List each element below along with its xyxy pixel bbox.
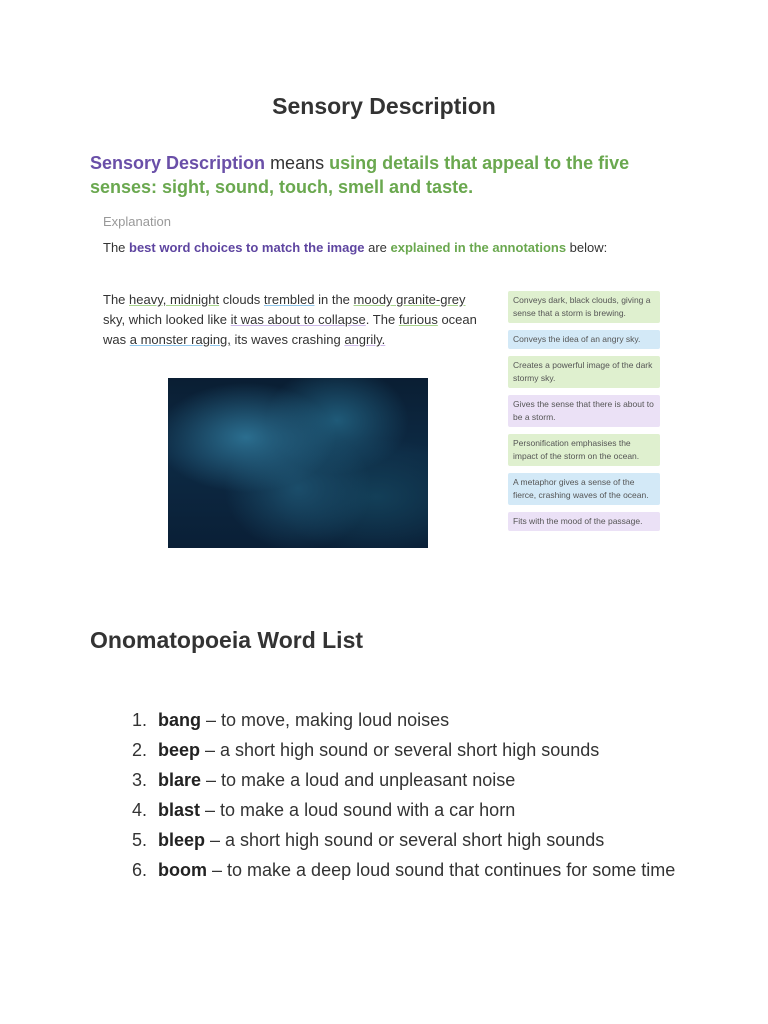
- list-item-number: 4.: [132, 800, 148, 820]
- list-item-word: boom: [158, 860, 207, 880]
- passage-text: clouds: [219, 292, 264, 307]
- word-list-heading: Onomatopoeia Word List: [90, 627, 364, 653]
- list-item: [132, 799, 678, 822]
- annotation-note: Conveys dark, black clouds, giving a sense that a storm is brewing.: [508, 291, 660, 323]
- list-item-word: bang: [158, 710, 201, 730]
- page-title: Sensory Description: [272, 93, 496, 119]
- list-item-definition: – to make a loud sound with a car horn: [200, 800, 516, 820]
- highlighted-phrase: angrily.: [344, 332, 386, 347]
- list-item: [132, 739, 678, 762]
- list-item: [132, 709, 678, 732]
- highlighted-phrase: a monster raging,: [129, 332, 231, 347]
- list-item: [132, 829, 678, 852]
- passage-text: sky, which looked like: [103, 312, 231, 327]
- explanation-highlight-annotations: explained in the annotations: [390, 240, 567, 255]
- passage-text: in the: [314, 292, 354, 307]
- list-item-word: beep: [158, 740, 201, 760]
- list-item: [132, 859, 678, 882]
- annotation-note: Personification emphasises the impact of the storm on the ocean.: [508, 434, 660, 466]
- highlighted-phrase: it was about to collapse: [230, 312, 366, 327]
- onomatopoeia-word-list: [132, 709, 678, 889]
- highlighted-phrase: heavy, midnight: [129, 292, 220, 307]
- annotation-note: Gives the sense that there is about to be a storm.: [508, 395, 660, 427]
- list-item-number: 1.: [132, 710, 148, 730]
- list-item-definition: – a short high sound or several short high sounds: [205, 830, 605, 850]
- list-item-word: bleep: [158, 830, 206, 850]
- passage-text: ocean was: [103, 312, 477, 347]
- annotation-note: Fits with the mood of the passage.: [508, 512, 660, 531]
- list-item-number: 5.: [132, 830, 148, 850]
- intro-paragraph: [90, 151, 690, 199]
- storm-clouds-image: [168, 378, 428, 548]
- explanation-highlight-word-choices: best word choices to match the image: [129, 240, 365, 255]
- annotation-note: A metaphor gives a sense of the fierce, crashing waves of the ocean.: [508, 473, 660, 505]
- annotations-panel: [508, 291, 660, 538]
- list-item-definition: – to move, making loud noises: [201, 710, 450, 730]
- intro-definition: using details that appeal to the five senses: sight, sound, touch, smell and taste.: [90, 153, 630, 197]
- list-item-definition: – to make a deep loud sound that continues for some time: [207, 860, 676, 880]
- annotation-note: Conveys the idea of an angry sky.: [508, 330, 660, 349]
- list-item-word: blast: [158, 800, 201, 820]
- explanation-mid: are: [364, 240, 391, 255]
- list-item-definition: – to make a loud and unpleasant noise: [201, 770, 516, 790]
- list-item-word: blare: [158, 770, 202, 790]
- list-item-number: 3.: [132, 770, 148, 790]
- example-passage: [103, 290, 488, 350]
- intro-term: Sensory Description: [90, 153, 266, 173]
- passage-text: . The: [365, 312, 399, 327]
- list-item-number: 2.: [132, 740, 148, 760]
- intro-connector: means: [265, 153, 330, 173]
- explanation-prefix: The: [103, 240, 130, 255]
- list-item-number: 6.: [132, 860, 148, 880]
- list-item-definition: – a short high sound or several short high sounds: [200, 740, 600, 760]
- highlighted-phrase: trembled: [263, 292, 315, 307]
- annotation-note: Creates a powerful image of the dark stormy sky.: [508, 356, 660, 388]
- highlighted-phrase: furious: [398, 312, 438, 327]
- highlighted-phrase: moody granite-grey: [353, 292, 466, 307]
- passage-text: The: [103, 292, 130, 307]
- list-item: [132, 769, 678, 792]
- explanation-line: [103, 240, 607, 255]
- explanation-label: Explanation: [103, 214, 171, 229]
- passage-text: its waves crashing: [230, 332, 345, 347]
- explanation-suffix: below:: [566, 240, 608, 255]
